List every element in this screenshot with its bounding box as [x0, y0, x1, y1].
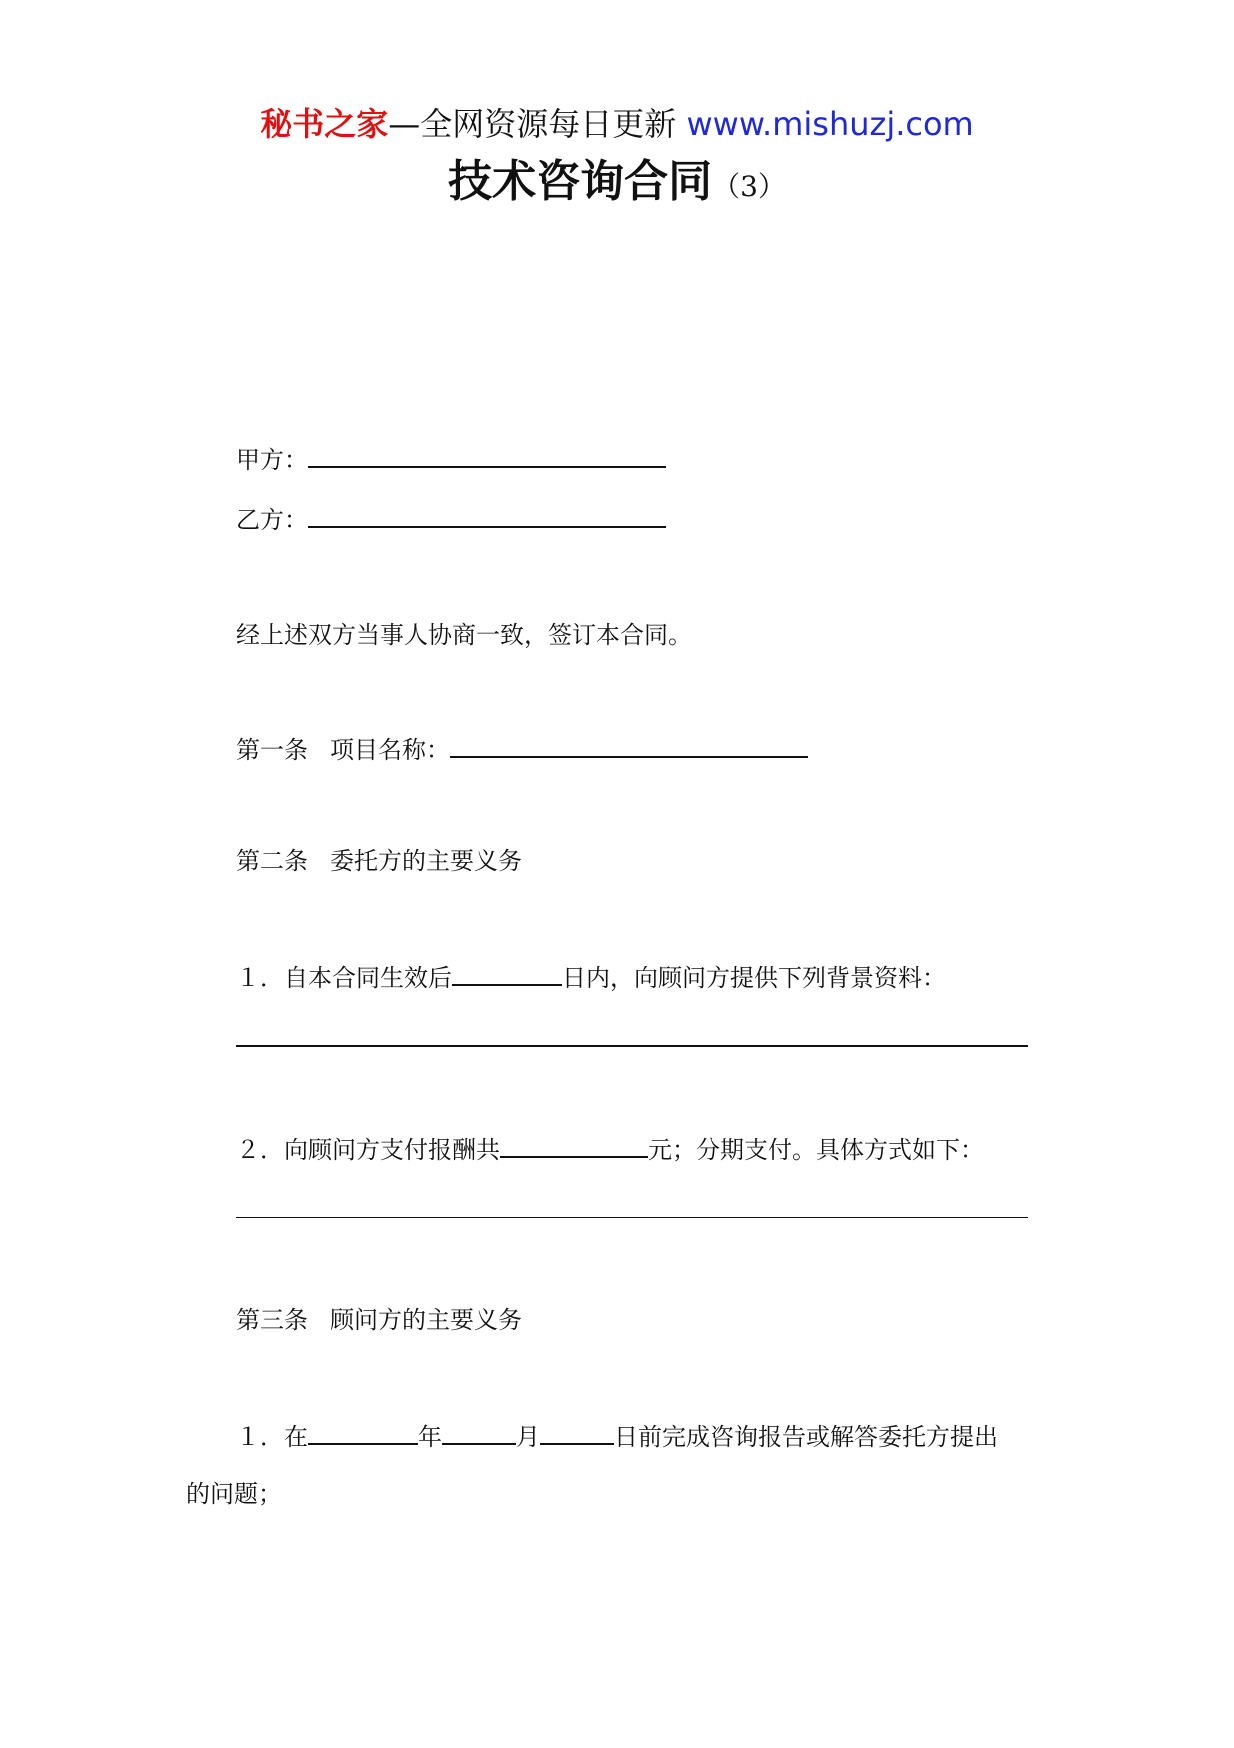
article-3-number: 第三条: [236, 1306, 308, 1334]
party-b-label: 乙方：: [236, 506, 308, 534]
intro-paragraph: 经上述双方当事人协商一致，签订本合同。: [236, 621, 692, 649]
article-1-label: 项目名称：: [330, 736, 450, 764]
month-label: 月: [516, 1423, 540, 1451]
article-2-number: 第二条: [236, 847, 308, 875]
party-b-blank: [308, 500, 666, 528]
article-3-item-1-continuation: 的问题；: [186, 1480, 282, 1508]
day-blank: [540, 1417, 614, 1445]
article-2-item-2-prefix: ２．向顾问方支付报酬共: [236, 1136, 500, 1164]
article-2-heading: [236, 844, 522, 878]
year-blank: [308, 1417, 418, 1445]
article-2-item-1-suffix: 日内，向顾问方提供下列背景资料：: [562, 964, 946, 992]
year-label: 年: [418, 1423, 442, 1451]
party-a-line: [236, 440, 666, 477]
article-1: [236, 730, 808, 767]
project-name-blank: [450, 730, 808, 758]
days-blank: [452, 958, 562, 986]
article-1-number: 第一条: [236, 736, 308, 764]
article-3-heading: [236, 1303, 522, 1337]
article-3-title: 顾问方的主要义务: [330, 1306, 522, 1334]
article-3-item-1-suffix: 日前完成咨询报告或解答委托方提出: [614, 1423, 998, 1451]
party-a-label: 甲方：: [236, 446, 308, 474]
article-3-item-1: [236, 1417, 998, 1454]
article-2-item-1: [236, 958, 946, 995]
payment-amount-blank: [500, 1130, 648, 1158]
title-suffix: （3）: [712, 170, 786, 203]
article-3-item-1-prefix: １．在: [236, 1423, 308, 1451]
background-materials-blank-line: [236, 1045, 1028, 1047]
article-2-item-2-suffix: 元；分期支付。具体方式如下：: [648, 1136, 984, 1164]
article-2-item-1-prefix: １．自本合同生效后: [236, 964, 452, 992]
site-slogan: —全网资源每日更新: [388, 105, 687, 143]
document-title: [0, 152, 1234, 212]
article-2-title: 委托方的主要义务: [330, 847, 522, 875]
brand-name: 秘书之家: [260, 105, 389, 143]
title-main: 技术咨询合同: [448, 156, 713, 207]
month-blank: [442, 1417, 516, 1445]
party-a-blank: [308, 440, 666, 468]
article-2-item-2: [236, 1130, 984, 1167]
site-url-link[interactable]: www.mishuzj.com: [686, 105, 974, 143]
party-b-line: [236, 500, 666, 537]
site-header: [0, 100, 1234, 148]
payment-method-blank-line: [236, 1217, 1028, 1218]
